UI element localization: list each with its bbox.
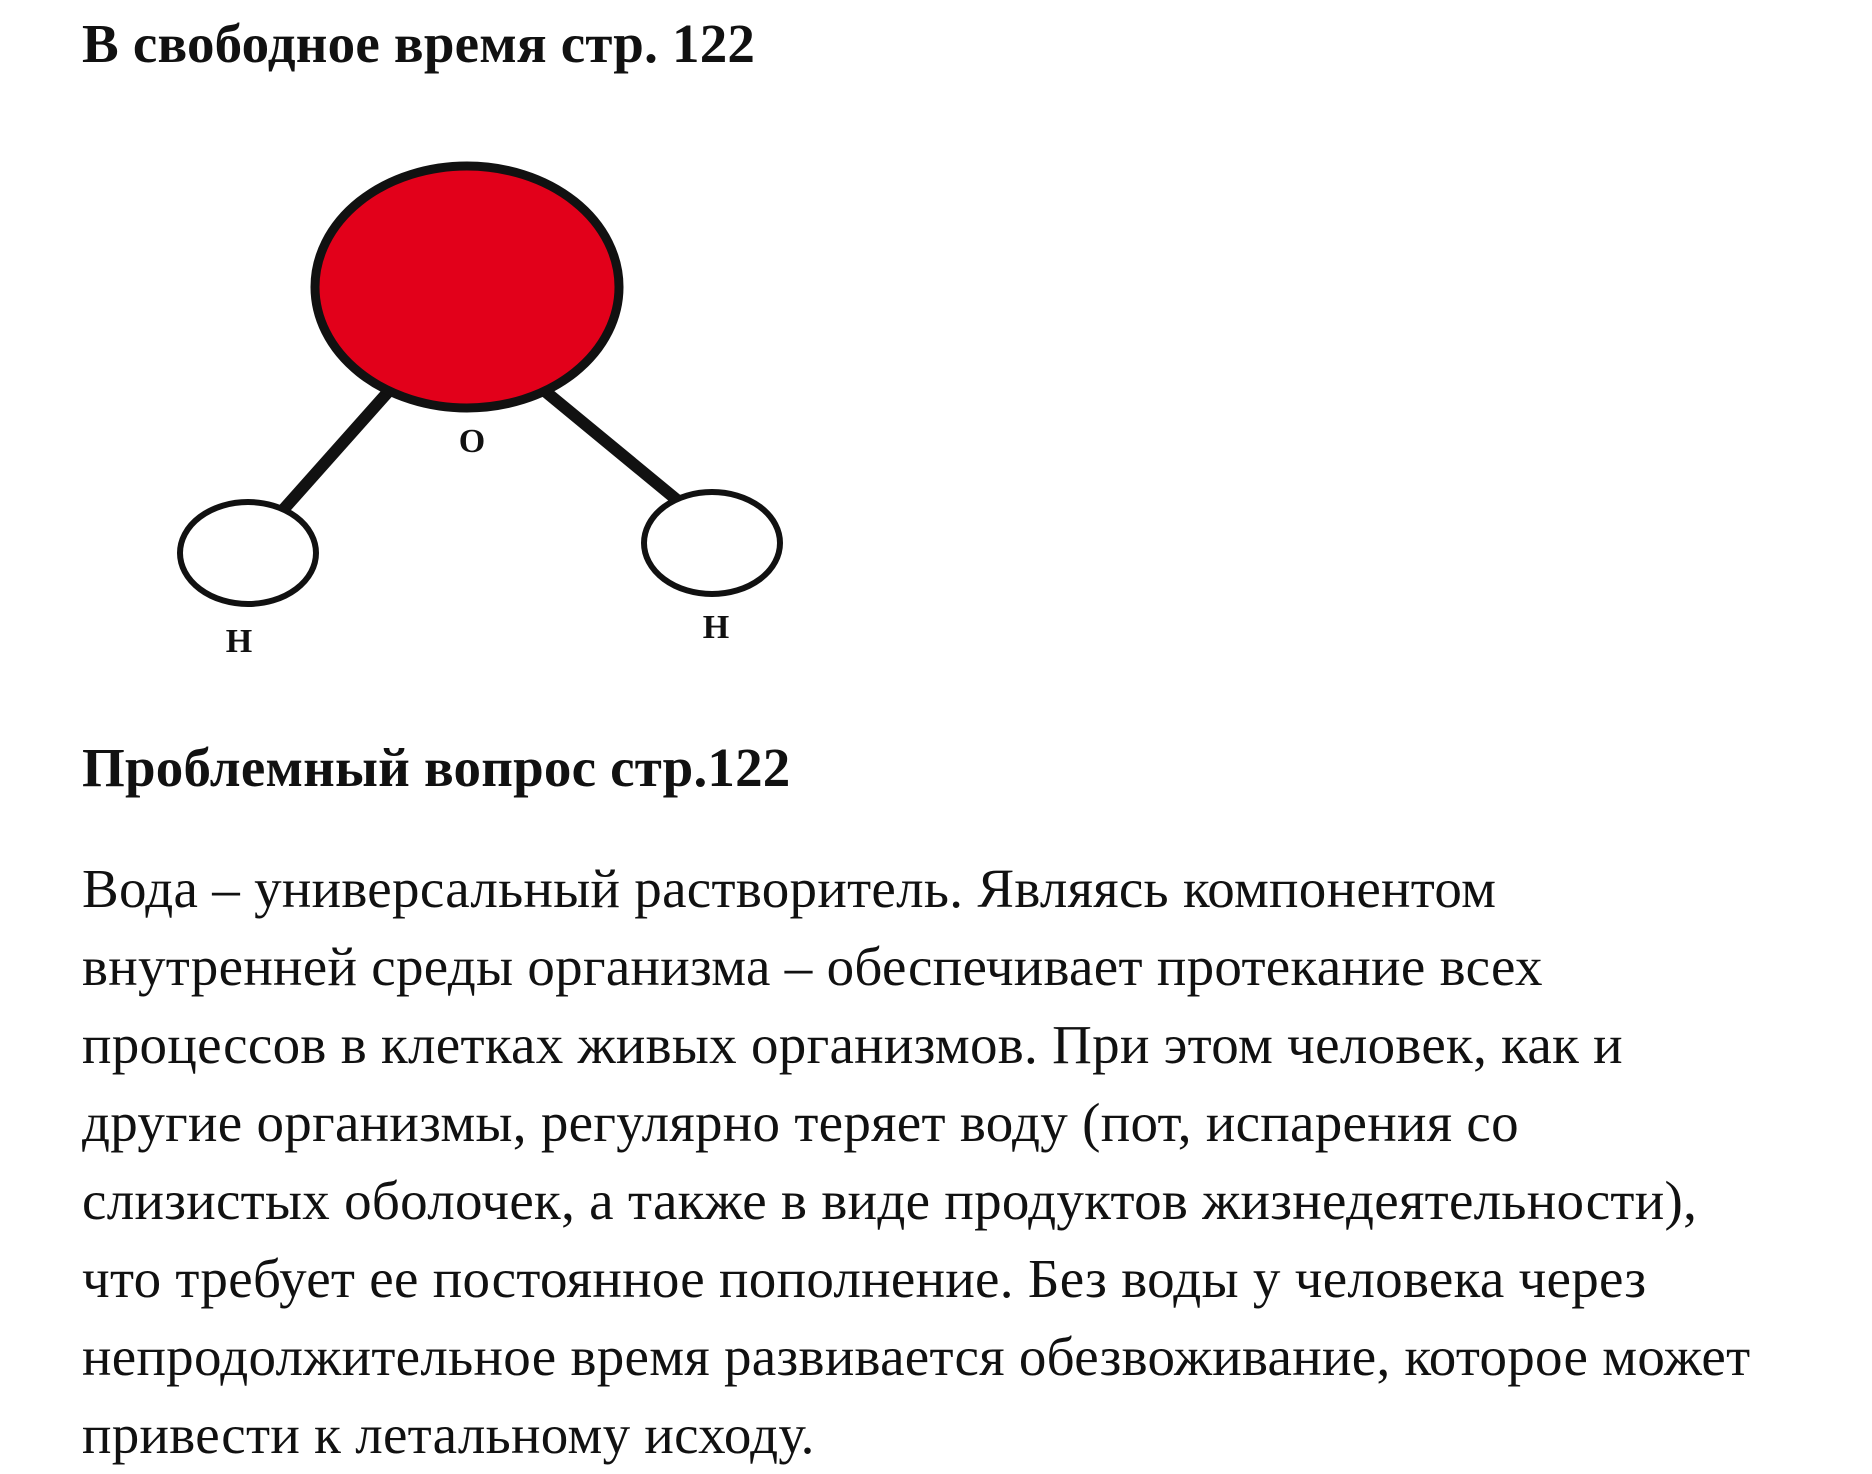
section-heading-problem-question: Проблемный вопрос стр.122 bbox=[82, 737, 791, 798]
oxygen-atom bbox=[315, 166, 619, 408]
paragraph-line: внутренней среды организма – обеспечивает протекание всех bbox=[82, 936, 1543, 997]
bond-right bbox=[546, 392, 677, 500]
hydrogen-left-label: H bbox=[225, 623, 253, 660]
bond-left bbox=[283, 392, 388, 510]
hydrogen-right-label: H bbox=[702, 609, 730, 646]
hydrogen-atom-right bbox=[644, 492, 780, 594]
paragraph-line: Вода – универсальный растворитель. Являясь компонентом bbox=[82, 858, 1497, 919]
water-molecule-diagram bbox=[0, 0, 820, 680]
paragraph-line: непродолжительное время развивается обезвоживание, которое может bbox=[82, 1326, 1751, 1387]
section-heading-free-time: В свободное время стр. 122 bbox=[82, 13, 756, 74]
paragraph-line: что требует ее постоянное пополнение. Без воды у человека через bbox=[82, 1248, 1647, 1309]
hydrogen-atom-left bbox=[180, 502, 316, 604]
answer-paragraph bbox=[82, 850, 1750, 1474]
paragraph-line: процессов в клетках живых организмов. При этом человек, как и bbox=[82, 1014, 1623, 1075]
paragraph-line: привести к летальному исходу. bbox=[82, 1404, 815, 1465]
oxygen-label: O bbox=[458, 423, 486, 460]
paragraph-line: другие организмы, регулярно теряет воду (пот, испарения со bbox=[82, 1092, 1519, 1153]
paragraph-line: слизистых оболочек, а также в виде продуктов жизнедеятельности), bbox=[82, 1170, 1698, 1231]
